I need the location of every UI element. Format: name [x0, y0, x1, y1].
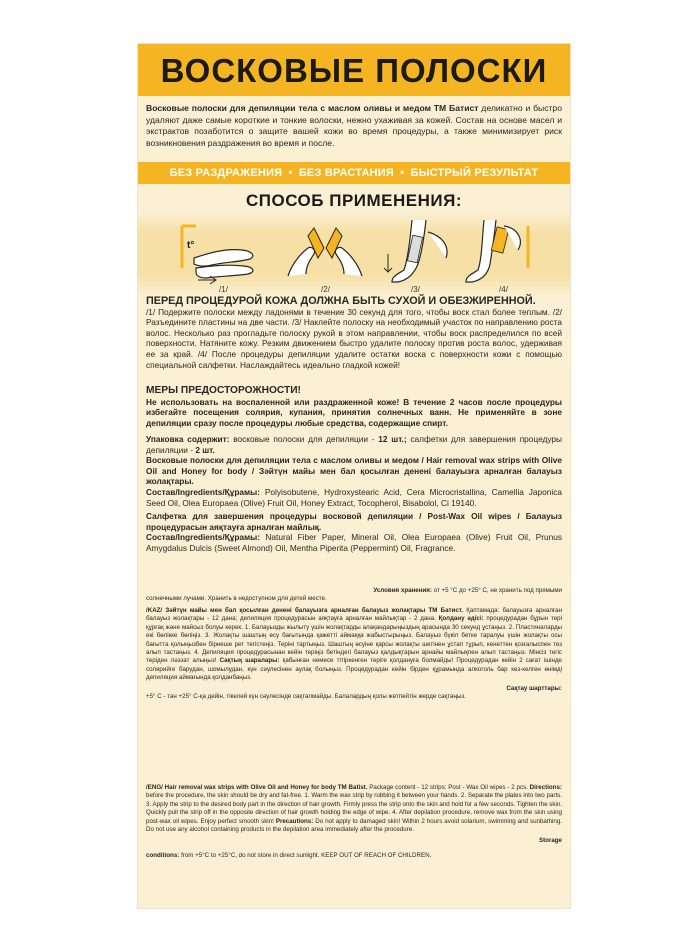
before-section: [146, 296, 562, 370]
eng-tag: /ENG/: [146, 784, 163, 791]
wipes-title: Салфетка для завершения процедуры восковой депиляции / Post-Wax Oil wipes / Балауыз процедурасын аяқтауға арналған майлық.: [146, 511, 562, 532]
ingredients-text: Natural Fiber Paper, Mineral Oil, Olea Europaea (Olive) Fruit Oil, Prunus Amygdalus Dulcis (Sweet Almond) Oil, Mentha Piperita (Peppermint) Oil, Fragrance.: [146, 532, 562, 553]
package-back-panel: [138, 44, 570, 908]
intro-paragraph: [146, 103, 562, 149]
eng-storage: from +5°C to +25°C, do not store in direct sunlight. KEEP OUT OF REACH OF CHILDREN.: [179, 851, 432, 859]
intro-bold: Восковые полоски для депиляции тела с маслом оливы и медом ТМ Батист: [146, 103, 479, 113]
ingredients-text: Polyisobutene, Hydroxystearic Acid, Cera Microcristallina, Camellia Japonica Seed Oil, Olea Europaea (Olive) Fruit Oil, Honey Extract, Tocopherol, Bisabolol, Ci 19140.: [146, 486, 562, 508]
eng-storage-label-2: conditions:: [146, 851, 180, 859]
storage-text-2: солнечными лучами. Хранить в недоступном для детей месте.: [146, 595, 327, 603]
strips-ingredients: [146, 487, 562, 508]
package-content: [146, 434, 562, 455]
benefits-bar: [138, 162, 570, 184]
benefit-separator: •: [400, 167, 405, 179]
package-count: 12 шт.;: [378, 434, 407, 444]
step-label: /3/: [411, 285, 420, 294]
package-text: восковые полоски для депиляции -: [229, 434, 379, 444]
kaz-title: Зәйтүн майы мен бал қосылған денені балауызға арналған балауыз жолақтары ТМ Батист.: [162, 607, 464, 614]
leg-wipe-icon: [456, 218, 551, 288]
eng-directions: before the procedure, the skin should be dry and fat-free. 1. Warm the wax strip by rubbing it between your hands. 2. Separate the plates into two parts. 3. Apply the strip to the desired body part in the direction of hair growth. Firmly press the strip onto the skin and hold for a few seconds. Tighten the skin. Quickly pull the strip off in the opposite direction of hair growth holding the edge of wipe. 4. After depilation procedure, remove wax from the skin using post-wax oil wipes. Enjoy perfect smooth skin!: [146, 792, 562, 825]
package-label: Упаковка содержит:: [146, 434, 230, 444]
intro-text: деликатно и быстро удаляют даже самые короткие и тонкие волоски, нежно ухаживая за кожей. Состав на основе масел и экстрактов позаботится о защите вашей кожи во время процедуры, а также минимизирует риск возникновения раздражения во время и после.: [146, 103, 562, 148]
hands-separating-strip-icon: [278, 218, 373, 288]
temperature-mark: t°: [187, 240, 195, 251]
step-2: [278, 218, 373, 294]
kaz-caution: қабынған немесе тітіркенген теріге қолдануға болмайды! Процедурадан кейін 2 сағат ішінде солярийге барудан, шомылудан, күн сәулесінен аулақ болыңыз. Процедурадан кейін бірден құрамында алкоголь бар кез-келген өнімді депиляция аймағында қолданбаңыз.: [146, 657, 562, 682]
method-heading: СПОСОБ ПРИМЕНЕНИЯ:: [245, 191, 462, 210]
kaz-usage-label: Қолдану әдісі:: [438, 615, 484, 623]
step-3: [368, 218, 463, 294]
kaz-storage-label: Сақтау шарттары:: [506, 684, 562, 692]
eng-text: Package content - 12 strips; Post - Wax Oil wipes - 2 pcs.: [367, 784, 530, 791]
eng-section: [146, 784, 562, 860]
kaz-section: [146, 607, 562, 701]
title-banner: [138, 44, 570, 96]
kaz-text: Қаптамада: балауызға арналған балауыз жолақтары - 12 дана; депиляция процедурасын аяқтауға арналған майлықтар - 2 дана.: [146, 607, 562, 623]
precautions-section: [146, 386, 562, 428]
package-count-2: 2 шт.: [195, 444, 215, 455]
strips-title: Восковые полоски для депиляции тела с маслом оливы и медом / Hair removal wax strips with Olive Oil and Honey for body / Зәйтүн майы мен бал қосылған денені балауызға арналған балауыз жолақтары.: [146, 455, 562, 487]
leg-strip-icon: [368, 218, 463, 288]
eng-title: Hair removal wax strips with Olive Oil and Honey for body TM Batist.: [162, 784, 368, 791]
benefit-item: БЫСТРЫЙ РЕЗУЛЬТАТ: [410, 167, 539, 179]
wipes-ingredients: [146, 532, 562, 553]
composition-section: [146, 434, 562, 554]
hands-warming-icon: [176, 218, 271, 288]
ingredients-label: Состав/Ingredients/Құрамы:: [146, 486, 261, 497]
product-title: ВОСКОВЫЕ ПОЛОСКИ: [160, 52, 548, 89]
eng-precautions-label: Precautions:: [275, 817, 314, 825]
before-heading: ПЕРЕД ПРОЦЕДУРОЙ КОЖА ДОЛЖНА БЫТЬ СУХОЙ И ОБЕЗЖИРЕННОЙ.: [146, 295, 536, 307]
eng-storage-label: Storage: [538, 837, 562, 845]
storage-text: от +5 °C до +25° C, не хранить под прямыми: [431, 587, 562, 594]
benefit-item: БЕЗ РАЗДРАЖЕНИЯ: [169, 167, 283, 179]
kaz-tag: /KAZ/: [146, 607, 163, 614]
benefit-item: БЕЗ ВРАСТАНИЯ: [298, 167, 394, 179]
storage-label: Условия хранения:: [373, 587, 432, 594]
before-text: /1/ Подержите полоски между ладонями в течение 30 секунд для того, чтобы воск стал более теплым. /2/ Разъедините пластины на две части. /3/ Наклейте полоску на необходимый участок по направлению роста волос. Несколько раз прогладьте полоску рукой в этом направлении, чтобы воск распределился по всей поверхности. Натяните кожу. Резким движением быстро удалите полоску против роста волос, удерживая ее за край. /4/ После процедуры депиляции удалите остатки воска с поверхности кожи с помощью специальной салфетки. Наслаждайтесь идеально гладкой кожей!: [146, 306, 562, 370]
package-text-2: салфетки для завершения процедуры депиляции -: [146, 434, 562, 455]
steps-illustration: [138, 212, 570, 296]
eng-directions-label: Directions:: [529, 784, 562, 791]
step-label: /1/: [219, 285, 228, 294]
kaz-storage: +5° C - тан +25° С-қа дейін, тікелей күн сәулесінде сақталмайды. Балалардың қолы жетпейтін жерде сақтаңыз.: [146, 693, 466, 701]
kaz-caution-label: Сақтық шаралары:: [219, 657, 280, 665]
step-label: /2/: [321, 285, 330, 294]
step-4: [456, 218, 551, 294]
ingredients-label: Состав/Ingredients/Құрамы:: [146, 532, 261, 543]
eng-precautions: Do not apply to damaged skin! Within 2 hours avoid solarium, swimming and sunbathing. Do not use any alcohol containing products in the depilation area immediately after the procedure.: [146, 817, 562, 834]
step-1: [176, 218, 271, 294]
precautions-text: Не использовать на воспаленной или раздраженной коже! В течение 2 часов после процедуры избегайте посещения солярия, купания, принятия солнечных ванн. Не применяйте в зоне депиляции сразу после процедуры любые средства, содержащие спирт.: [146, 396, 562, 428]
step-label: /4/: [499, 285, 508, 294]
benefit-separator: •: [288, 167, 293, 179]
precautions-heading: МЕРЫ ПРЕДОСТОРОЖНОСТИ!: [146, 385, 301, 396]
storage-ru: [146, 587, 562, 604]
kaz-usage: процедурадан бұрын тері құрғақ және майсыз болуы керек. 1. Балауызды жылыту үшін жолақтарды алақандарыңыздың арасында 30 секунд ұстаңыз. 2. Пластиналарды екі бөлікке бөліңіз. 3. Жолақты шаштың өсу бағытында қажетті аймаққа жабыстырыңыз. Балауыз бүкіл бетке таралуы үшін жолақты осы бағытта қолыңызбен бірнеше рет тегістеңіз. Теріні тартыңыз. Шаштың өсуіне қарсы жолақты шетінен ұстап тұрып, кенеттен қозғалыспен тез алып тастаңыз. 4. Депиляция процедурасынан кейін теріңіз бетіндегі балауыз қалдықтарын арнайы майлықпен алып тастаңыз. Мінсіз тегіс теріден ләззат алыңыз!: [146, 615, 562, 665]
